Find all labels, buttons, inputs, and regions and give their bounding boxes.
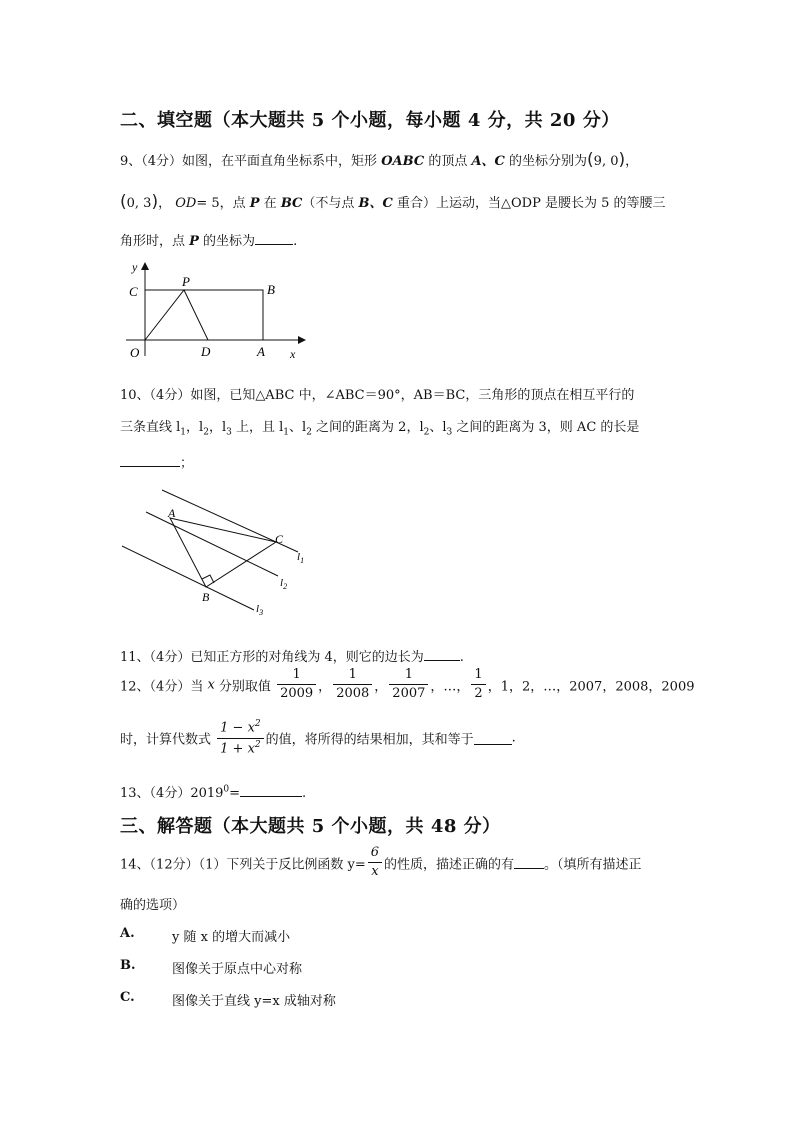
label-l3: $l_3$ xyxy=(256,603,264,617)
expression-fraction: $\frac{1 - x^2}{1 + x^2}$ xyxy=(217,720,264,756)
option-a[interactable]: A. xyxy=(120,926,135,941)
answer-blank[interactable] xyxy=(424,648,460,661)
fraction-1-2009: $\frac{1}{2009}$ xyxy=(277,668,316,702)
answer-blank[interactable] xyxy=(255,232,293,245)
x-axis-arrow xyxy=(298,336,306,344)
question-11: 11、（4分）已知正方形的对角线为 4，则它的边长为 . xyxy=(120,650,464,665)
label-c: C xyxy=(275,532,284,546)
label-y: y xyxy=(132,260,138,274)
fraction-6-over-x: $\frac{6}{x}$ xyxy=(368,846,382,880)
question-10-line-1: 10、（4分）如图，已知△ABC 中，∠ABC＝90°，AB＝BC，三角形的顶点在相互平行的 xyxy=(120,388,635,403)
label-a: A xyxy=(168,506,176,520)
line-l2 xyxy=(146,512,278,576)
section-3-heading: 三、解答题（本大题共 5 个小题，共 48 分） xyxy=(120,816,501,837)
label-p: P xyxy=(182,274,190,289)
option-a-text: y 随 x 的增大而减小 xyxy=(172,930,291,945)
option-c[interactable]: C. xyxy=(120,990,135,1005)
question-13: 13、（4分）$2019^0=$ . xyxy=(120,784,307,801)
question-9-line-3: 角形时，点 P 的坐标为 . xyxy=(120,234,298,249)
triangle-odp xyxy=(145,290,208,340)
question-9-figure xyxy=(120,256,320,368)
option-c-text: 图像关于直线 y=x 成轴对称 xyxy=(172,994,336,1009)
question-10-line-3: ； xyxy=(120,452,193,471)
y-axis-arrow xyxy=(141,262,149,270)
label-x: x xyxy=(290,347,296,361)
fraction-1-2008: $\frac{1}{2008}$ xyxy=(333,668,372,702)
coordinate-c: 0, 3 xyxy=(126,196,152,211)
question-12-line-1: 12、（4分）当 x 分别取值 $\frac{1}{2009}$ ， $\frac{1}{2008}$ ， $\frac{1}{2007}$ ，…， $\frac{1}{2}$ ，1，2，…，2007，2008，2009 xyxy=(120,667,695,702)
fraction-1-2007: $\frac{1}{2007}$ xyxy=(389,668,428,702)
label-a: A xyxy=(257,344,265,359)
question-9-line-2: (0, 3)， OD= 5，点 P 在 BC（不与点 B、C 重合）上运动，当△ODP 是腰长为 5 的等腰三 xyxy=(120,192,666,212)
question-number: 9、（4分） xyxy=(120,154,183,169)
coordinate-a: 9, 0 xyxy=(593,154,619,169)
label-d: D xyxy=(201,344,211,359)
label-l2: $l_2$ xyxy=(280,577,288,591)
label-l1: $l_1$ xyxy=(297,551,305,565)
question-9-line-1: 9、（4分）如图，在平面直角坐标系中，矩形 OABC 的顶点 A、C 的坐标分别为(9, 0)， xyxy=(120,150,639,170)
section-2-heading: 二、填空题（本大题共 5 个小题，每小题 4 分，共 20 分） xyxy=(120,110,620,131)
line-l3 xyxy=(122,546,254,610)
option-b-text: 图像关于原点中心对称 xyxy=(172,962,303,977)
answer-blank[interactable] xyxy=(120,454,180,467)
label-o: O xyxy=(130,345,140,360)
label-b: B xyxy=(202,590,210,604)
option-b[interactable]: B. xyxy=(120,958,136,973)
question-14-line-2: 确的选项） xyxy=(120,898,186,913)
question-14-line-1: 14、（12分）（1）下列关于反比例函数 y= $\frac{6}{x}$ 的性质，描述正确的有 。（填所有描述正 xyxy=(120,845,642,880)
label-c: C xyxy=(129,284,138,299)
label-b: B xyxy=(267,282,275,297)
fraction-1-2: $\frac{1}{2}$ xyxy=(471,668,485,702)
answer-blank[interactable] xyxy=(514,856,544,869)
answer-blank[interactable] xyxy=(474,732,512,745)
question-10-figure xyxy=(118,484,318,620)
question-10-line-2: 三条直线 $l_1$，$l_2$，$l_3$ 上，且 $l_1$、$l_2$ 之间的距离为 2，$l_2$、$l_3$ 之间的距离为 3，则 AC 的长是 xyxy=(120,420,640,438)
answer-blank[interactable] xyxy=(240,784,302,797)
question-12-line-2: 时，计算代数式 $\frac{1 - x^2}{1 + x^2}$ 的值，将所得的结果相加，其和等于 . xyxy=(120,719,516,756)
